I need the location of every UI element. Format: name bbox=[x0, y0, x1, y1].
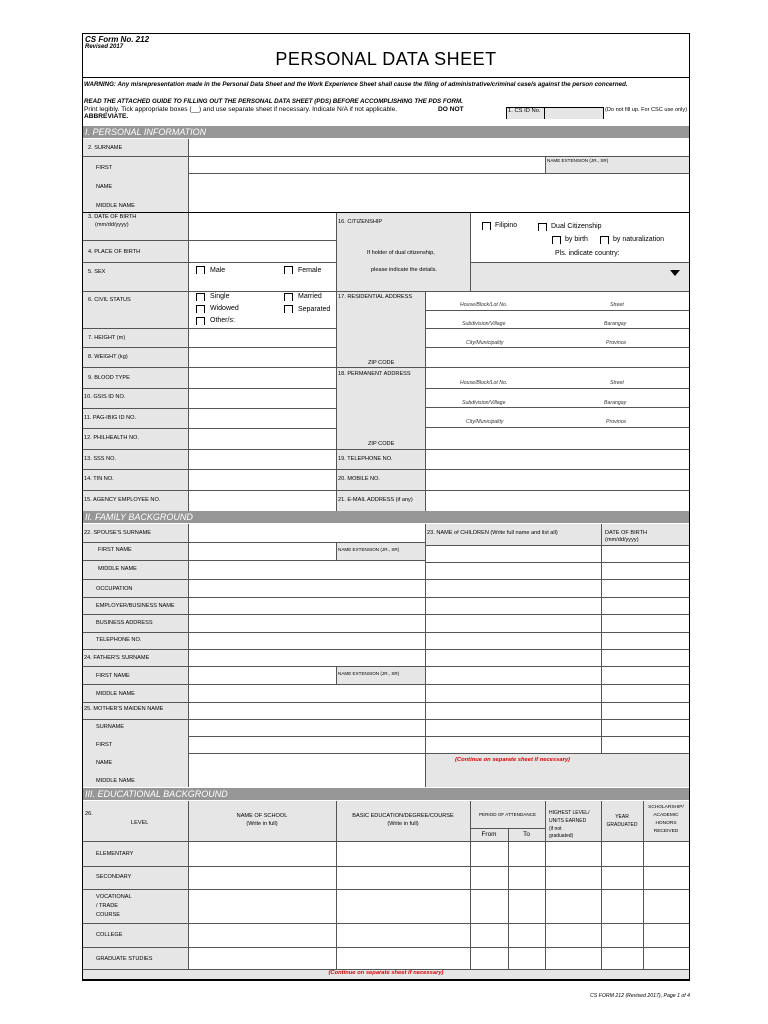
label-vocational-3: COURSE bbox=[96, 912, 120, 918]
label-father-middle: MIDDLE NAME bbox=[96, 691, 135, 697]
label-philhealth: 12. PHILHEALTH NO. bbox=[84, 435, 139, 441]
label-citizenship: 16. CITIZENSHIP bbox=[338, 219, 383, 225]
grid-line bbox=[83, 702, 689, 703]
label-mother-maiden: 25. MOTHER'S MAIDEN NAME bbox=[84, 706, 164, 712]
label-civil-status: 6. CIVIL STATUS bbox=[88, 297, 131, 303]
label-school-write: (Write in full) bbox=[246, 821, 278, 827]
dropdown-arrow-icon[interactable] bbox=[670, 270, 680, 276]
grid-line bbox=[470, 213, 471, 291]
label-weight: 8. WEIGHT (kg) bbox=[88, 354, 128, 360]
education-continue-note: (Continue on separate sheet if necessary) bbox=[328, 970, 444, 976]
by-birth-label: by birth bbox=[565, 236, 588, 243]
married-label: Married bbox=[298, 293, 322, 300]
grid-line bbox=[83, 889, 689, 890]
grid-line bbox=[425, 427, 689, 428]
grid-line bbox=[83, 923, 689, 924]
grid-line bbox=[83, 947, 689, 948]
label-sch-4: RECEIVED bbox=[653, 829, 679, 834]
grid-line bbox=[83, 449, 689, 450]
label-pagibig: 11. PAG-IBIG ID NO. bbox=[84, 415, 137, 421]
label-name: NAME bbox=[96, 184, 113, 190]
label-father-first: FIRST NAME bbox=[96, 673, 130, 679]
label-mother-middle: MIDDLE NAME bbox=[96, 778, 135, 784]
label-period: PERIOD OF ATTENDANCE bbox=[478, 812, 537, 817]
label-mother-first: FIRST bbox=[96, 742, 113, 748]
widowed-checkbox[interactable] bbox=[196, 305, 205, 313]
section-personal-information: I. PERSONAL INFORMATION bbox=[83, 126, 689, 138]
grid-line bbox=[425, 388, 689, 389]
label-pob: 4. PLACE OF BIRTH bbox=[88, 249, 141, 255]
label-to: To bbox=[523, 831, 530, 838]
grid-line bbox=[83, 614, 689, 615]
grid-line bbox=[83, 579, 689, 580]
grid-line bbox=[425, 347, 689, 348]
grid-line bbox=[425, 291, 426, 511]
label-course: BASIC EDUCATION/DEGREE/COURSE bbox=[352, 813, 454, 819]
female-label: Female bbox=[298, 267, 322, 274]
grid-line bbox=[83, 649, 689, 650]
label-sex: 5. SEX bbox=[88, 269, 106, 275]
grid-line bbox=[83, 469, 689, 470]
abbreviate-text: ABBREVIATE. bbox=[84, 113, 129, 120]
grid-line bbox=[83, 328, 336, 329]
label-highest-4: graduated) bbox=[549, 833, 574, 839]
label-children: 23. NAME of CHILDREN (Write full name and list all) bbox=[427, 530, 558, 536]
label-spouse-first: FIRST NAME bbox=[98, 547, 132, 553]
grid-line bbox=[83, 632, 689, 633]
cs-id-field bbox=[545, 107, 603, 119]
male-checkbox[interactable] bbox=[196, 266, 205, 274]
section-educational-background: III. EDUCATIONAL BACKGROUND bbox=[83, 788, 689, 800]
female-checkbox[interactable] bbox=[284, 266, 293, 274]
label-sch-1: SCHOLARSHIP/ bbox=[648, 805, 684, 810]
grid-line bbox=[336, 213, 337, 511]
res-subdivision: Subdivision/Village bbox=[462, 321, 506, 327]
label-child-dob-format: (mm/dd/yyyy) bbox=[605, 537, 639, 543]
label-first: FIRST bbox=[96, 165, 113, 171]
perm-subdivision: Subdivision/Village bbox=[462, 400, 506, 406]
by-naturalization-label: by naturalization bbox=[613, 236, 664, 243]
grid-line bbox=[83, 347, 336, 348]
perm-barangay: Barangay bbox=[604, 400, 627, 406]
label-business-address: BUSINESS ADDRESS bbox=[96, 620, 153, 626]
form-revision: Revised 2017 bbox=[85, 44, 124, 50]
label-agency: 15. AGENCY EMPLOYEE NO. bbox=[84, 497, 161, 503]
grid-line bbox=[336, 542, 337, 560]
grid-line bbox=[83, 291, 689, 292]
label-father-name-ext: NAME EXTENSION (JR., SR) bbox=[338, 671, 400, 676]
grid-line bbox=[336, 666, 337, 684]
res-barangay: Barangay bbox=[604, 321, 627, 327]
res-city: City/Municipality bbox=[466, 340, 504, 346]
label-middle-name: MIDDLE NAME bbox=[96, 203, 135, 209]
grid-line bbox=[83, 428, 336, 429]
grid-line bbox=[83, 490, 689, 491]
grid-line bbox=[83, 666, 689, 667]
label-occupation: OCCUPATION bbox=[96, 586, 133, 592]
section-family-background: II. FAMILY BACKGROUND bbox=[83, 511, 689, 523]
grid-line bbox=[425, 545, 689, 546]
grid-line bbox=[83, 560, 425, 561]
label-blood-type: 9. BLOOD TYPE bbox=[88, 375, 130, 381]
by-naturalization-checkbox[interactable] bbox=[600, 236, 609, 244]
grid-line bbox=[83, 388, 336, 389]
filipino-label: Filipino bbox=[495, 222, 518, 229]
grid-line bbox=[83, 719, 689, 720]
grid-line bbox=[83, 367, 689, 368]
res-zip-label: ZIP CODE bbox=[368, 360, 395, 366]
label-sss: 13. SSS NO. bbox=[84, 456, 117, 462]
label-vocational-1: VOCATIONAL bbox=[96, 894, 132, 900]
label-spouse-name-ext: NAME EXTENSION (JR., SR) bbox=[338, 547, 400, 552]
print-legibly-text: Print legibly. Tick appropriate boxes (__) and use separate sheet if necessary. Indicate N/A if not applicable. bbox=[84, 106, 398, 113]
label-highest-1: HIGHEST LEVEL/ bbox=[549, 810, 590, 816]
others-label: Other/s: bbox=[210, 317, 235, 324]
perm-province: Province bbox=[606, 419, 627, 425]
label-mother-surname: SURNAME bbox=[96, 724, 124, 730]
label-family-telephone: TELEPHONE NO. bbox=[96, 637, 142, 643]
children-continue-note: (Continue on separate sheet if necessary) bbox=[454, 757, 570, 763]
perm-city: City/Municipality bbox=[466, 419, 504, 425]
grid-line bbox=[83, 262, 336, 263]
label-residential: 17. RESIDENTIAL ADDRESS bbox=[338, 294, 413, 300]
label-college: COLLEGE bbox=[96, 932, 123, 938]
label-gsis: 10. GSIS ID NO. bbox=[84, 394, 126, 400]
country-label: Pls. indicate country: bbox=[555, 250, 620, 257]
grid-line bbox=[425, 407, 689, 408]
grid-line bbox=[188, 173, 689, 174]
perm-street: Street bbox=[610, 380, 624, 386]
label-sch-3: HONORS bbox=[655, 821, 677, 826]
grid-line bbox=[470, 801, 471, 969]
label-dob: 3. DATE OF BIRTH bbox=[88, 214, 137, 220]
grid-line bbox=[83, 684, 689, 685]
label-if-dual: If holder of dual citizenship, bbox=[367, 250, 435, 256]
dual-citizenship-checkbox[interactable] bbox=[538, 223, 547, 231]
label-spouse-middle: MIDDLE NAME bbox=[98, 566, 137, 572]
country-dropdown[interactable] bbox=[470, 262, 689, 291]
read-guide-text: READ THE ATTACHED GUIDE TO FILLING OUT THE PERSONAL DATA SHEET (PDS) BEFORE ACCOMPLISHING THE PDS FORM. bbox=[84, 98, 463, 105]
label-sch-2: ACADEMIC bbox=[653, 813, 679, 818]
grid-line bbox=[425, 524, 426, 787]
label-year-2: GRADUATED bbox=[606, 822, 638, 828]
label-spouse-surname: 22. SPOUSE'S SURNAME bbox=[84, 530, 151, 536]
page-footer: CS FORM 212 (Revised 2017), Page 1 of 4 bbox=[590, 993, 691, 999]
do-not-text: DO NOT bbox=[438, 106, 464, 113]
label-level: LEVEL bbox=[131, 820, 149, 826]
label-child-dob: DATE OF BIRTH bbox=[605, 530, 648, 536]
label-mobile: 20. MOBILE NO. bbox=[338, 476, 380, 482]
label-email: 21. E-MAIL ADDRESS (if any) bbox=[338, 497, 413, 503]
grid-line bbox=[83, 597, 689, 598]
grid-line bbox=[83, 866, 689, 867]
warning-text: WARNING: Any misrepresentation made in the Personal Data Sheet and the Work Experience Sheet shall cause the filing of administrative/criminal case/s against the person concerned. bbox=[84, 81, 628, 88]
single-label: Single bbox=[210, 293, 230, 300]
res-province: Province bbox=[606, 340, 627, 346]
others-checkbox[interactable] bbox=[196, 317, 205, 325]
cs-id-note: (Do not fill up. For CSC use only) bbox=[605, 107, 688, 113]
label-dob-format: (mm/dd/yyyy) bbox=[95, 222, 129, 228]
separated-checkbox[interactable] bbox=[284, 305, 293, 313]
grid-line bbox=[425, 562, 689, 563]
res-street: Street bbox=[610, 302, 624, 308]
grid-line bbox=[188, 736, 689, 737]
label-edu-num: 26. bbox=[85, 811, 93, 817]
male-label: Male bbox=[210, 267, 226, 274]
grid-line bbox=[545, 801, 546, 969]
grid-line bbox=[83, 542, 425, 543]
label-mother-name: NAME bbox=[96, 760, 113, 766]
label-secondary: SECONDARY bbox=[96, 874, 132, 880]
label-please-details: please indicate the details. bbox=[371, 267, 437, 273]
label-graduate: GRADUATE STUDIES bbox=[96, 956, 153, 962]
grid-line bbox=[545, 156, 546, 173]
grid-line bbox=[188, 524, 189, 787]
single-checkbox[interactable] bbox=[196, 293, 205, 301]
label-permanent: 18. PERMANENT ADDRESS bbox=[338, 371, 411, 377]
page-title: PERSONAL DATA SHEET bbox=[275, 49, 497, 69]
dual-citizenship-label: Dual Citizenship bbox=[551, 223, 602, 230]
separated-label: Separated bbox=[298, 306, 331, 313]
widowed-label: Widowed bbox=[210, 305, 239, 312]
label-tin: 14. TIN NO. bbox=[84, 476, 114, 482]
cs-id-border-top bbox=[506, 107, 603, 108]
grid-line bbox=[470, 828, 545, 829]
label-telephone: 19. TELEPHONE NO. bbox=[338, 456, 393, 462]
label-elementary: ELEMENTARY bbox=[96, 851, 134, 857]
label-name-extension: NAME EXTENSION (JR., SR) bbox=[547, 158, 609, 163]
label-surname: 2. SURNAME bbox=[88, 145, 123, 151]
label-highest-3: (if not bbox=[549, 826, 562, 832]
label-school: NAME OF SCHOOL bbox=[236, 813, 288, 819]
grid-line bbox=[470, 262, 689, 263]
res-house: House/Block/Lot No. bbox=[460, 302, 508, 308]
cs-id-border-mid bbox=[544, 107, 545, 119]
grid-line bbox=[425, 328, 689, 329]
label-year-1: YEAR bbox=[615, 814, 629, 820]
grid-line bbox=[83, 240, 336, 241]
grid-line bbox=[83, 408, 336, 409]
divider bbox=[83, 77, 689, 78]
cs-id-label: 1. CS ID No. bbox=[508, 108, 541, 114]
cs-id-border-right bbox=[603, 107, 604, 119]
label-highest-2: UNITS EARNED bbox=[549, 818, 587, 824]
label-height: 7. HEIGHT (m) bbox=[88, 335, 126, 341]
grid-line bbox=[83, 841, 689, 842]
perm-zip-label: ZIP CODE bbox=[368, 441, 395, 447]
label-from: From bbox=[481, 831, 497, 838]
married-checkbox[interactable] bbox=[284, 293, 293, 301]
label-course-write: (Write in full) bbox=[387, 821, 419, 827]
grid-line bbox=[188, 139, 189, 511]
perm-house: House/Block/Lot No. bbox=[460, 380, 508, 386]
grid-line bbox=[425, 310, 689, 311]
cs-id-border-left bbox=[506, 107, 507, 119]
grid-line bbox=[188, 753, 689, 754]
grid-line bbox=[83, 212, 689, 213]
form-number: CS Form No. 212 bbox=[85, 35, 150, 44]
by-birth-checkbox[interactable] bbox=[552, 236, 561, 244]
label-employer: EMPLOYER/BUSINESS NAME bbox=[96, 603, 175, 609]
label-vocational-2: / TRADE bbox=[96, 903, 118, 909]
filipino-checkbox[interactable] bbox=[482, 222, 491, 230]
label-father-surname: 24. FATHER'S SURNAME bbox=[84, 655, 150, 661]
